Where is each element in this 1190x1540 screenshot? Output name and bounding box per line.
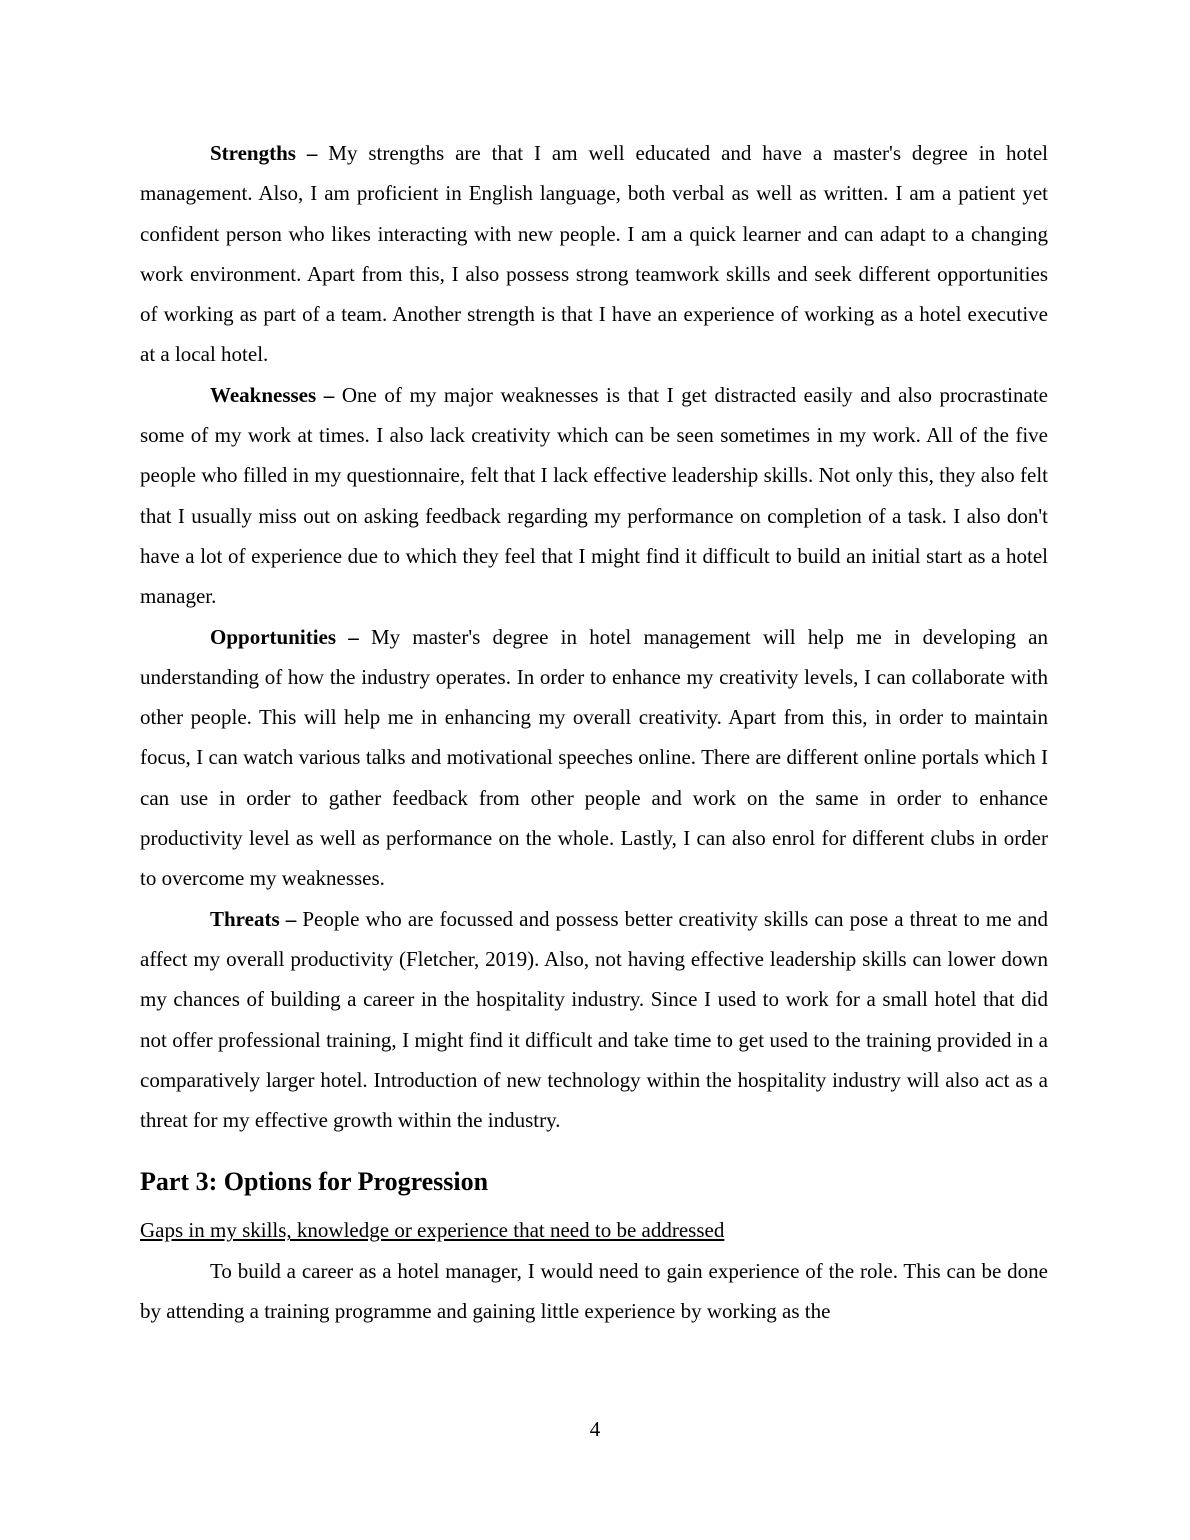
threats-text: People who are focussed and possess better creativity skills can pose a threat to me and affect my overall productivity (Fletcher, 2019). Also, not having effective leadership skills can lower down my chances of building a career in the hospitality industry. Since I used to work for a small hotel that did not offer professional training, I might find it difficult and take time to get used to the training provided in a comparatively larger hotel. Introduction of new technology within the hospitality industry will also act as a threat for my effective growth within the industry. bbox=[140, 906, 1048, 1133]
weaknesses-paragraph bbox=[140, 375, 1048, 617]
part3-heading: Part 3: Options for Progression bbox=[140, 1167, 489, 1197]
opportunities-label: Opportunities – bbox=[210, 624, 359, 649]
opportunities-paragraph bbox=[140, 617, 1048, 899]
gaps-subheading: Gaps in my skills, knowledge or experience that need to be addressed bbox=[140, 1218, 725, 1243]
weaknesses-text: One of my major weaknesses is that I get distracted easily and also procrastinate some of my work at times. I also lack creativity which can be seen sometimes in my work. All of the five people who filled in my questionnaire, felt that I lack effective leadership skills. Not only this, they also felt that I usually miss out on asking feedback regarding my performance on completion of a task. I also don't have a lot of experience due to which they feel that I might find it difficult to build an initial start as a hotel manager. bbox=[140, 382, 1048, 609]
strengths-text: My strengths are that I am well educated and have a master's degree in hotel management. Also, I am proficient in English language, both verbal as well as written. I am a patient yet confident person who likes interacting with new people. I am a quick learner and can adapt to a changing work environment. Apart from this, I also possess strong teamwork skills and seek different opportunities of working as part of a team. Another strength is that I have an experience of working as a hotel executive at a local hotel. bbox=[140, 141, 1048, 367]
strengths-label: Strengths – bbox=[210, 141, 318, 165]
opportunities-text: My master's degree in hotel management will help me in developing an understanding of how the industry operates. In order to enhance my creativity levels, I can collaborate with other people. This will help me in enhancing my overall creativity. Apart from this, in order to maintain focus, I can watch various talks and motivational speeches online. There are different online portals which I can use in order to gather feedback from other people and work on the same in order to enhance productivity level as well as performance on the whole. Lastly, I can also enrol for different clubs in order to overcome my weaknesses. bbox=[140, 624, 1048, 891]
threats-label: Threats – bbox=[210, 906, 297, 931]
threats-paragraph bbox=[140, 899, 1048, 1141]
gaps-paragraph: To build a career as a hotel manager, I would need to gain experience of the role. This can be done by attending a training programme and gaining little experience by working as the bbox=[140, 1258, 1048, 1324]
weaknesses-label: Weaknesses – bbox=[210, 382, 335, 407]
strengths-paragraph bbox=[140, 133, 1048, 375]
document-page bbox=[140, 133, 1048, 1331]
page-number: 4 bbox=[589, 1417, 601, 1441]
